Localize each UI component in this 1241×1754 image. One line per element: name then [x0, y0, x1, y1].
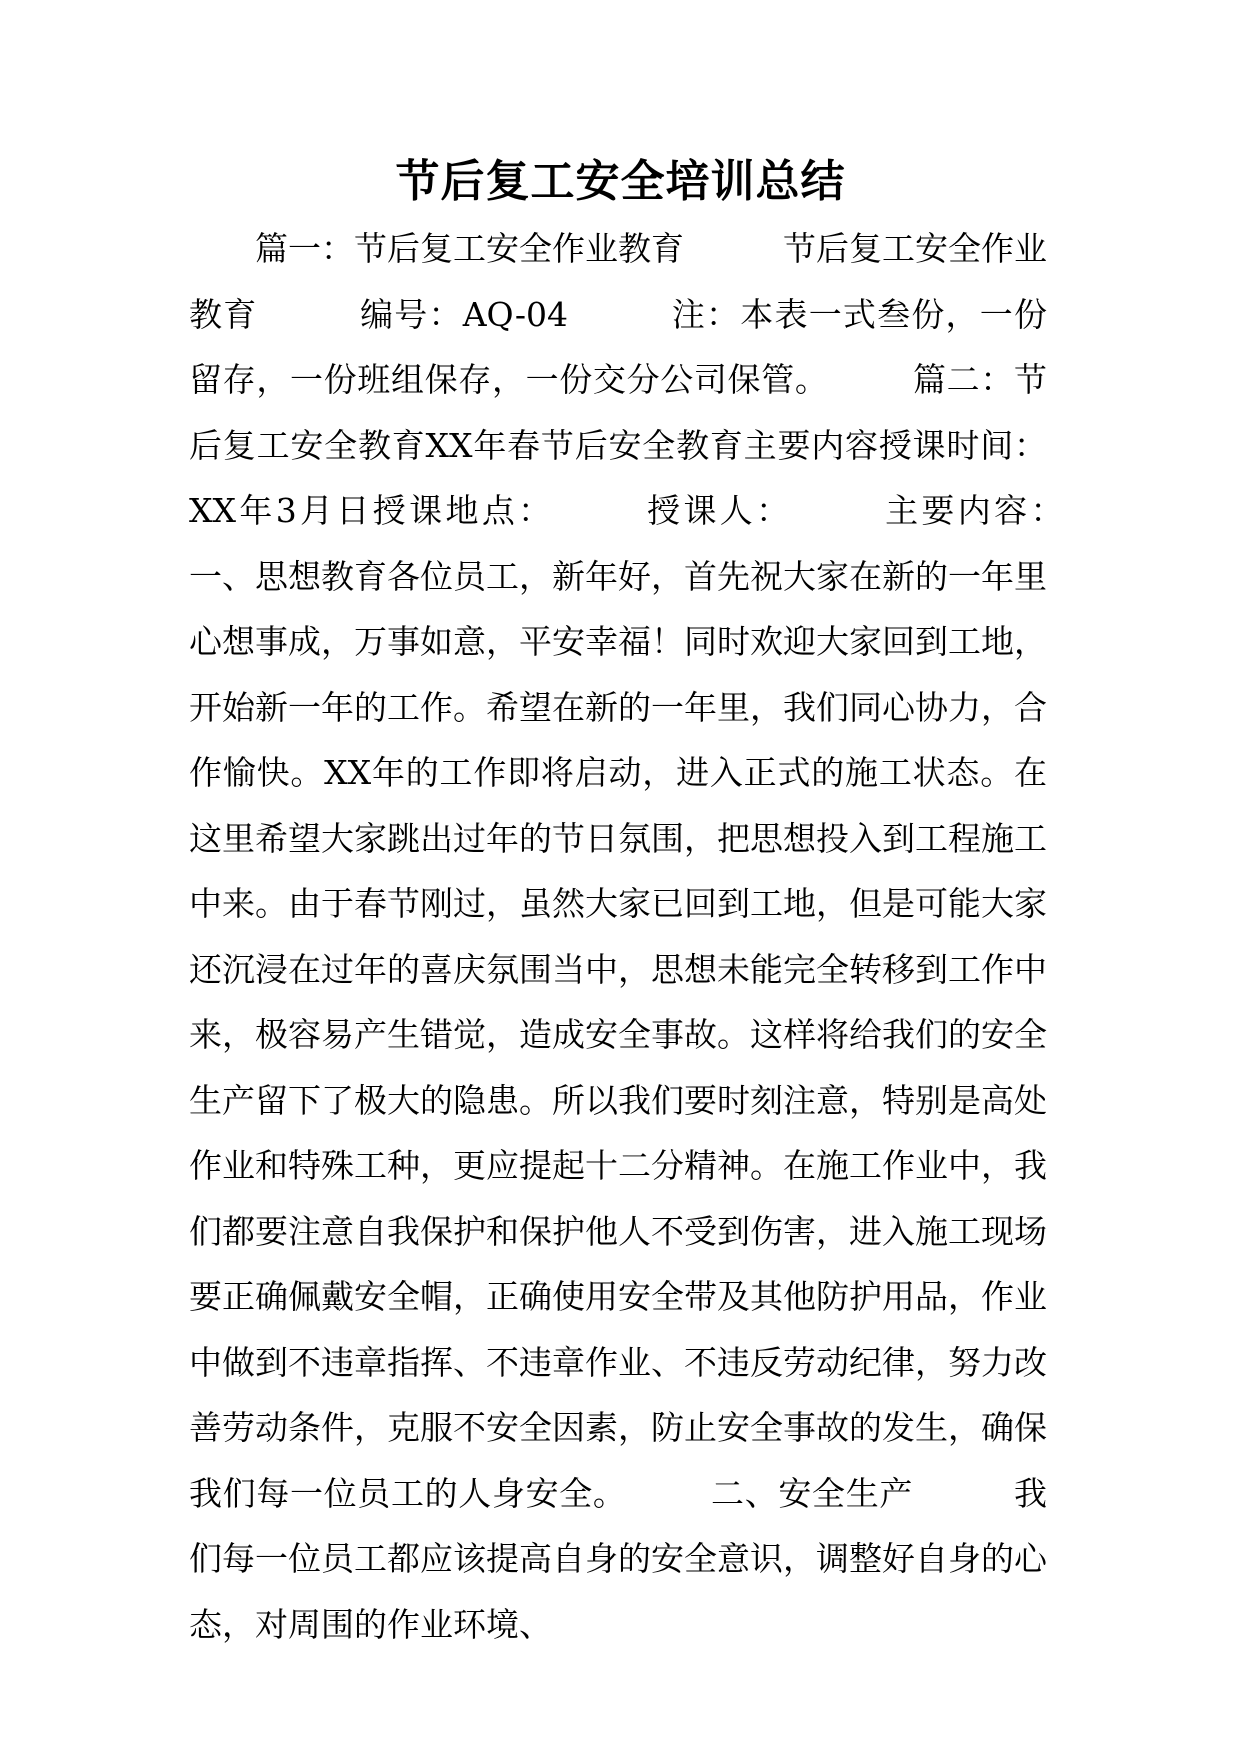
document-body-text: 篇一：节后复工安全作业教育 节后复工安全作业教育 编号：AQ-04 注：本表一式叁份，一份留存，一份班组保存，一份交分公司保管。 篇二：节后复工安全教育XX年春节后安全教育主要内容授课时间：XX年3月日授课地点： 授课人： 主要内容： 一、思想教育各位员工，新年好，首先祝大家在新的一年里心想事成，万事如意，平安幸福！同时欢迎大家回到工地，开始新一年的工作。希望在新的一年里，我们同心协力，合作愉快。XX年的工作即将启动，进入正式的施工状态。在这里希望大家跳出过年的节日氛围，把思想投入到工程施工中来。由于春节刚过，虽然大家已回到工地，但是可能大家还沉浸在过年的喜庆氛围当中，思想未能完全转移到工作中来，极容易产生错觉，造成安全事故。这样将给我们的安全生产留下了极大的隐患。所以我们要时刻注意，特别是高处作业和特殊工种，更应提起十二分精神。在施工作业中，我们都要注意自我保护和保护他人不受到伤害，进入施工现场要正确佩戴安全帽，正确使用安全带及其他防护用品，作业中做到不违章指挥、不违章作业、不违反劳动纪律，努力改善劳动条件，克服不安全因素，防止安全事故的发生，确保我们每一位员工的人身安全。 二、安全生产 我们每一位员工都应该提高自身的安全意识，调整好自身的心态，对周围的作业环境、: [189, 229, 1146, 1644]
document-title: 节后复工安全培训总结: [395, 156, 846, 207]
